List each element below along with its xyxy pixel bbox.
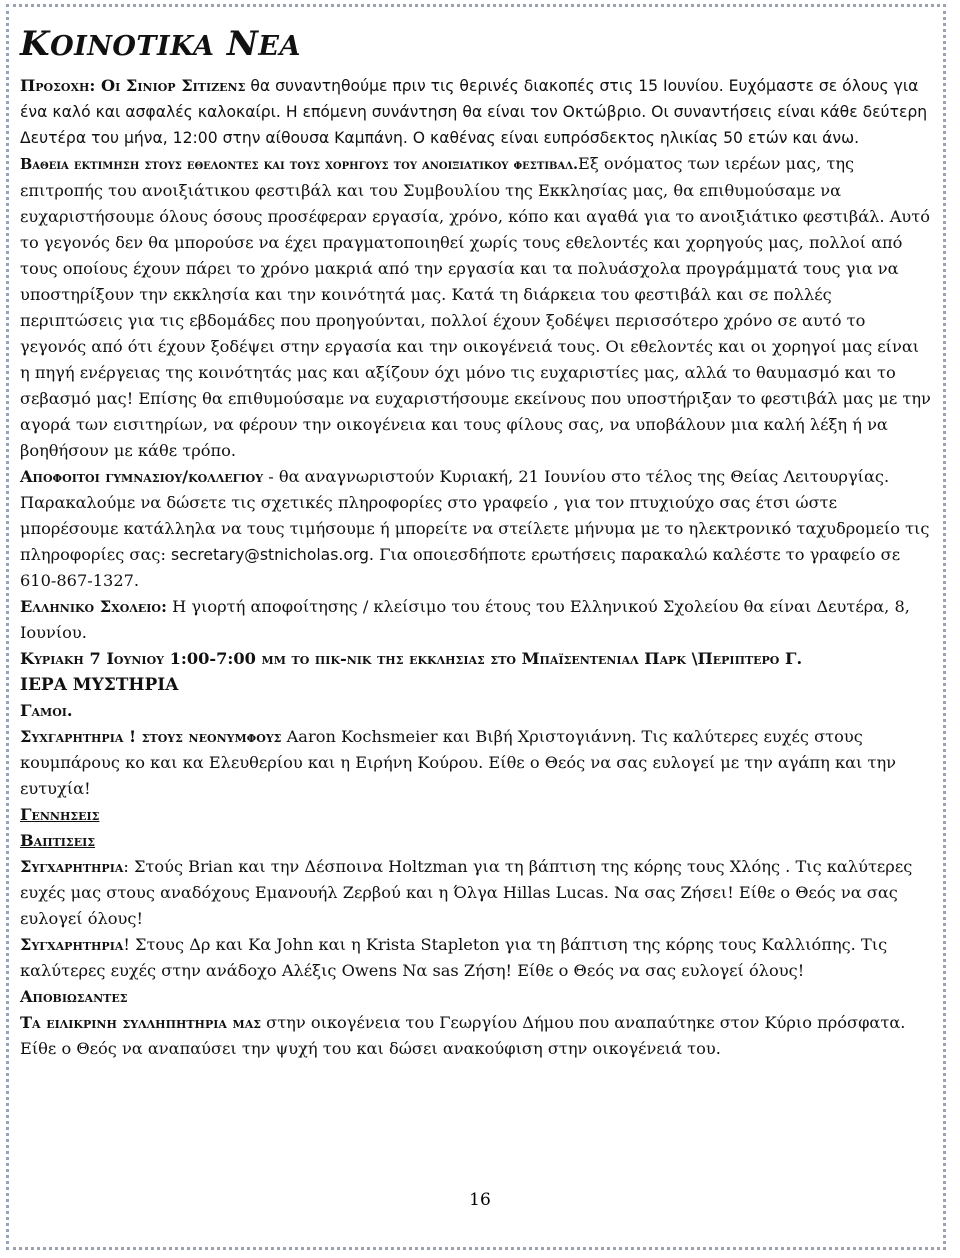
graduates-notice: Αποφοιτοι γυμνασιου/κολλεγιου - θα αναγνωριστούν Κυριακή, 21 Ιουνίου στο τέλος της Θείας Λειτουργίας. Παρακαλούμε να δώσετε τις σχετικές πληροφορίες στο γραφείο , για τον πτυχιούχο σας έτσι ώστε μπορέσουμε κατάλληλα να τους τιμήσουμε ή μπορείτε να στείλετε μήνυμα με το ηλεκτρονικό ταχυδρομείο τις πληροφορίες σας: secretary@stnicholas.org. Για οποιεσδήποτε ερωτήσεις παρακαλώ καλέστε το γραφείο σε 610-867-1327. (20, 467, 930, 590)
senior-citizens-notice: Προσοχη: Οι Σινιορ Σιτιζενς θα συναντηθούμε πριν τις θερινές διακοπές στις 15 Ιουνίου. Ευχόμαστε σε όλους για ένα καλό και ασφαλές καλοκαίρι. Η επόμενη συνάντηση θα είναι τον Οκτώβριο. Οι συναντήσεις είναι κάθε δεύτερη Δευτέρα του μήνα, 12:00 στην αίθουσα Καμπάνη. Ο καθένας είναι ευπρόσδεκτος ηλικίας 50 ετών και άνω. (20, 76, 928, 147)
festival-thanks: Βαθεια εκτιμηση στους εθελοντες και τους χορηγους του ανοιξιατικου φεστιβαλ.Εξ ονόματος των ιερέων μας, της επιτροπής του ανοιξιάτικου φεστιβάλ και του Συμβουλίου της Εκκλησίας μας, θα επιθυμούσαμε να ευχαριστήσουμε όλους όσους προσέφεραν εργασία, χρόνο, κόπο και αγαθά για το ανοιξιάτικο φεστιβάλ. Αυτό το γεγονός δεν θα μπορούσε να έχει πραγματοποιηθεί χωρίς τους εθελοντές και χορηγούς μας, πολλοί από τους οποίους έχουν πάρει το χρόνο μακριά από την εργασία και τα πολυάσχολα προγράμματά τους για να υποστηρίξουν την εκκλησία και την κοινότητά μας. Κατά τη διάρκεια του φεστιβάλ και σε πολλές περιπτώσεις για τις εβδομάδες που προηγούνται, πολλοί έχουν ξοδέψει περισσότερο χρόνο σε αυτό το γεγονός από ότι έχουν ξοδέψει στην εργασία και την οικογένειά τους. Οι εθελοντές και οι χορηγοί μας είναι η πηγή ενέργειας της κοινότητάς μας και αξίζουν όχι μόνο τις ευχαριστίες μας, αλλά το θαυμασμό και το σεβασμό μας! Επίσης θα επιθυμούσαμε να ευχαριστήσουμε εκείνους που υποστήριξαν το φεστιβάλ μας με την αγορά των εισιτηρίων, να φέρουν την οικογένεια και τους φίλους σας, να υποβάλουν μια καλή λέξη ή να βοηθήσουν με κάθε τρόπο. (20, 154, 931, 460)
baptisms-heading: Βαπτισεις (20, 831, 96, 850)
births-heading: Γεννησεις (20, 805, 100, 824)
section-heading: Βαθεια εκτιμηση στους εθελοντες και τους χορηγους του ανοιξιατικου φεστιβαλ. (20, 156, 579, 173)
section-heading: Προσοχη: Οι Σινιορ Σιτιζενς (20, 76, 246, 95)
section-heading: Ελληνικο Σχολειο: (20, 597, 167, 616)
email-address: secretary@stnicholas.org (171, 546, 369, 564)
page-content (20, 22, 932, 1062)
section-heading: Συγχαρητηρια (20, 935, 124, 954)
section-heading: Τα ειλικρινη συλληπητηρια μας (20, 1013, 262, 1032)
picnic-notice: Κυριακη 7 Ιουνιου 1:00-7:00 μμ το πικ-νικ της εκκλησιας στο Μπαϊσεντενιαλ Παρκ \Περιπτερο Γ. (20, 649, 803, 668)
section-heading: Συχγαρητηρια ! στους νεονυμφους (20, 727, 282, 746)
baptism-congratulations-2: Συγχαρητηρια! Στους Δρ και Κα John και η Krista Stapleton για τη βάπτιση της κόρης τους Καλλιόπης. Τις καλύτερες ευχές στην ανάδοχο Αλέξις Owens Να sas Ζήση! Είθε ο Θεός να σας ευλογεί όλους! (20, 935, 888, 980)
sacraments-heading: ΙΕΡΑ ΜΥΣΤΗΡΙΑ (20, 675, 179, 695)
wedding-congratulations: Συχγαρητηρια ! στους νεονυμφους Aaron Kochsmeier και Βιβή Χριστογιάννη. Τις καλύτερες ευχές στους κουμπάρους κο και κα Ελευθερίου και η Ειρήνη Κούρου. Είθε ο Θεός να σας ευλογεί με την αγάπη και την ευτυχία! (20, 727, 896, 798)
baptism-congratulations-1: Συγχαρητηρια: Στούς Brian και την Δέσποινα Holtzman για τη βάπτιση της κόρης τους Χλόης . Τις καλύτερες ευχές μας στους αναδόχους Εμανουήλ Ζερβού και η Όλγα Hillas Lucas. Να σας Ζήσει! Είθε ο Θεός να σας ευλογεί όλους! (20, 857, 913, 928)
section-heading: Αποφοιτοι γυμνασιου/κολλεγιου (20, 467, 264, 486)
section-heading: Συγχαρητηρια (20, 857, 124, 876)
weddings-heading: Γαμοι. (20, 701, 73, 720)
greek-school-notice: Ελληνικο Σχολειο: Η γιορτή αποφοίτησης / κλείσιμο του έτους του Ελληνικού Σχολείου θα είναι Δευτέρα, 8, Ιουνίου. (20, 597, 910, 642)
deceased-heading: Αποβιωσαντες (20, 987, 128, 1006)
condolences: Τα ειλικρινη συλληπητηρια μας στην οικογένεια του Γεωργίου Δήμου που αναπαύτηκε στον Κύριο πρόσφατα. Είθε ο Θεός να αναπαύσει την ψυχή του και δώσει ανακούφιση στην οικογένειά του. (20, 1013, 906, 1058)
page-title: KOINOTIKA NEA (20, 24, 301, 64)
page-number: 16 (469, 1190, 491, 1210)
